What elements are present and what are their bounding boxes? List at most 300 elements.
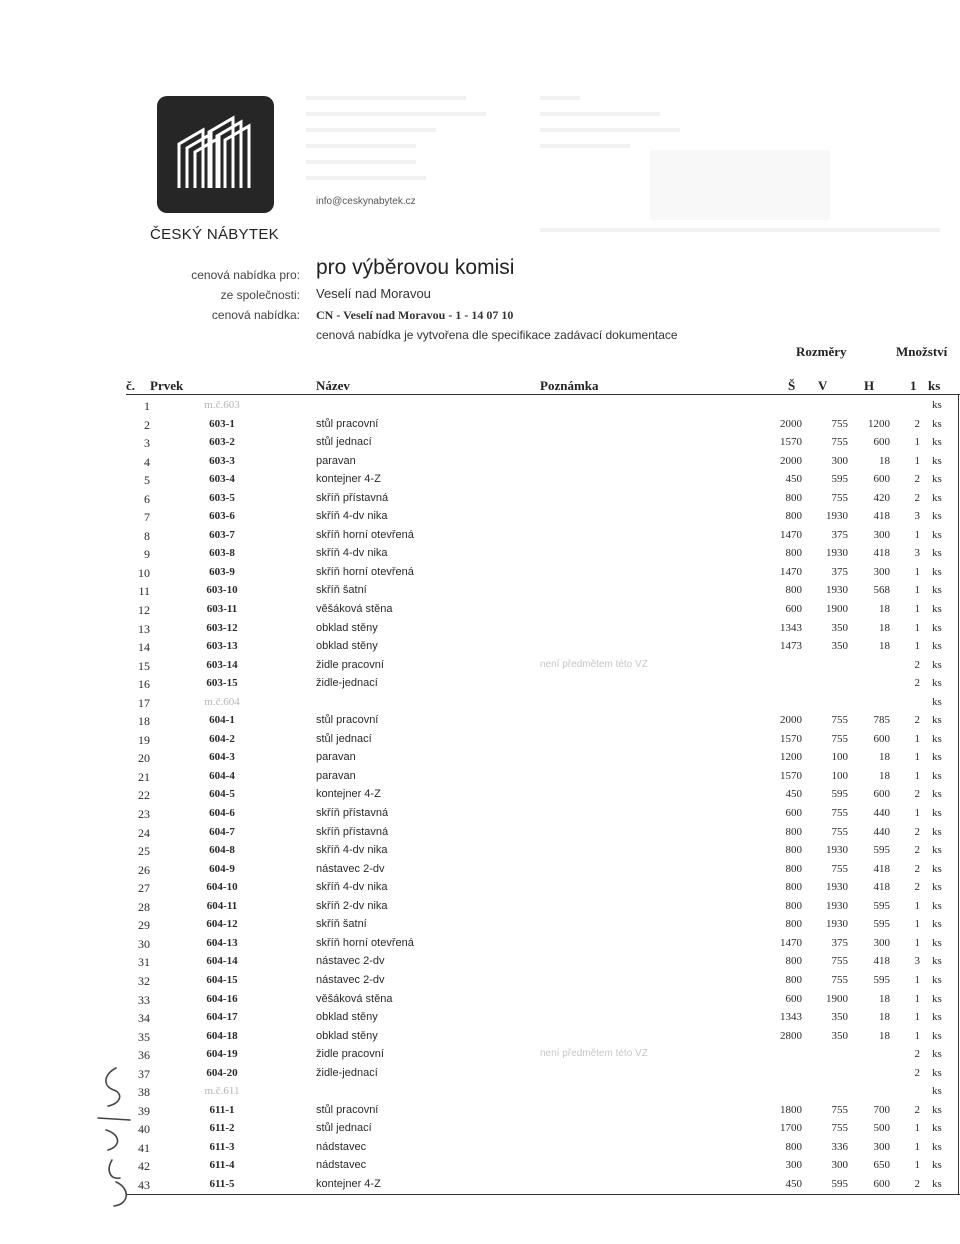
row-width: 800	[785, 547, 802, 560]
row-nazev: skříň 2-dv nika	[316, 899, 388, 912]
table-row	[0, 1045, 960, 1064]
table-row	[0, 711, 960, 730]
row-prvek: 603-2	[209, 436, 235, 449]
faded-header-line	[306, 96, 466, 100]
row-depth: 18	[879, 454, 890, 467]
row-quantity: 1	[914, 1159, 920, 1172]
row-width: 1343	[780, 1011, 802, 1024]
row-nazev: židle pracovní	[316, 1048, 384, 1061]
table-row	[0, 804, 960, 823]
row-width: 2000	[780, 417, 802, 430]
row-unit: ks	[932, 844, 942, 857]
offer-for-label: cenová nabídka pro:	[191, 268, 300, 282]
faded-header-line	[540, 112, 660, 116]
table-row	[0, 767, 960, 786]
row-depth: 18	[879, 1029, 890, 1042]
table-row	[0, 452, 960, 471]
row-prvek: 603-3	[209, 454, 235, 467]
row-prvek: 611-2	[209, 1122, 235, 1135]
row-width: 800	[785, 973, 802, 986]
row-unit: ks	[932, 1177, 942, 1190]
row-nazev: paravan	[316, 751, 356, 764]
row-prvek: 603-13	[206, 640, 238, 653]
row-number: 27	[138, 881, 150, 896]
col-header-poznamka: Poznámka	[540, 378, 599, 393]
row-height: 755	[831, 973, 848, 986]
row-nazev: skříň 4-dv nika	[316, 881, 388, 894]
row-prvek: 604-16	[206, 992, 238, 1005]
row-nazev: paravan	[316, 454, 356, 467]
row-prvek: 604-20	[206, 1066, 238, 1079]
row-number: 2	[144, 417, 150, 432]
row-unit: ks	[932, 807, 942, 820]
row-quantity: 1	[914, 751, 920, 764]
row-quantity: 1	[914, 603, 920, 616]
row-depth: 418	[873, 881, 890, 894]
row-width: 1470	[780, 565, 802, 578]
row-height: 300	[831, 454, 848, 467]
table-row	[0, 1175, 960, 1194]
row-quantity: 2	[914, 1048, 920, 1061]
row-number: 18	[138, 714, 150, 729]
row-depth: 418	[873, 510, 890, 523]
row-depth: 418	[873, 547, 890, 560]
row-number: 42	[138, 1159, 150, 1174]
row-nazev: skříň horní otevřená	[316, 565, 414, 578]
col-header-v: V	[818, 378, 828, 393]
row-nazev: nástavec 2-dv	[316, 955, 385, 968]
row-quantity: 2	[914, 825, 920, 838]
col-header-h: H	[864, 378, 875, 393]
row-quantity: 2	[914, 881, 920, 894]
row-nazev: skříň 4-dv nika	[316, 547, 388, 560]
row-prvek: 604-5	[209, 788, 235, 801]
offer-company: Veselí nad Moravou	[316, 286, 431, 301]
row-height: 1930	[826, 584, 848, 597]
row-width: 600	[785, 992, 802, 1005]
row-unit: ks	[932, 565, 942, 578]
row-prvek: 603-9	[209, 565, 235, 578]
row-number: 24	[138, 825, 150, 840]
row-quantity: 2	[914, 714, 920, 727]
row-nazev: věšáková stěna	[316, 603, 393, 616]
row-number: 20	[138, 751, 150, 766]
row-number: 15	[138, 658, 150, 673]
row-unit: ks	[932, 992, 942, 1005]
row-depth: 1200	[868, 417, 890, 430]
row-unit: ks	[932, 1048, 942, 1061]
row-depth: 18	[879, 992, 890, 1005]
row-height: 350	[831, 1029, 848, 1042]
row-unit: ks	[932, 1011, 942, 1024]
row-height: 100	[831, 751, 848, 764]
table-row	[0, 637, 960, 656]
row-width: 2000	[780, 714, 802, 727]
table-row	[0, 878, 960, 897]
row-prvek: m.č.604	[204, 695, 240, 708]
row-quantity: 1	[914, 732, 920, 745]
row-height: 755	[831, 491, 848, 504]
row-number: 38	[138, 1085, 150, 1100]
row-height: 595	[831, 473, 848, 486]
row-unit: ks	[932, 695, 942, 708]
row-depth: 600	[873, 732, 890, 745]
row-quantity: 1	[914, 621, 920, 634]
table-row	[0, 600, 960, 619]
table-row	[0, 507, 960, 526]
row-number: 4	[144, 454, 150, 469]
row-width: 800	[785, 862, 802, 875]
row-number: 37	[138, 1066, 150, 1081]
row-number: 22	[138, 788, 150, 803]
row-unit: ks	[932, 769, 942, 782]
row-height: 755	[831, 807, 848, 820]
row-number: 41	[138, 1140, 150, 1155]
row-unit: ks	[932, 528, 942, 541]
row-unit: ks	[932, 918, 942, 931]
row-quantity: 2	[914, 658, 920, 671]
row-depth: 18	[879, 603, 890, 616]
row-prvek: 604-15	[206, 973, 238, 986]
row-prvek: 603-10	[206, 584, 238, 597]
row-prvek: 604-4	[209, 769, 235, 782]
row-height: 1900	[826, 992, 848, 1005]
row-quantity: 1	[914, 1122, 920, 1135]
row-prvek: 604-1	[209, 714, 235, 727]
col-header-qty: 1	[910, 378, 917, 393]
table-row	[0, 563, 960, 582]
row-width: 1200	[780, 751, 802, 764]
row-unit: ks	[932, 862, 942, 875]
row-unit: ks	[932, 788, 942, 801]
row-nazev: skříň horní otevřená	[316, 936, 414, 949]
row-nazev: nádstavec	[316, 1140, 367, 1153]
row-quantity: 1	[914, 973, 920, 986]
row-quantity: 3	[914, 955, 920, 968]
row-number: 39	[138, 1103, 150, 1118]
row-quantity: 2	[914, 1177, 920, 1190]
row-number: 1	[144, 399, 150, 413]
row-unit: ks	[932, 677, 942, 690]
row-number: 26	[138, 862, 150, 877]
row-height: 1930	[826, 547, 848, 560]
row-height: 1930	[826, 510, 848, 523]
row-width: 800	[785, 918, 802, 931]
row-unit: ks	[932, 1140, 942, 1153]
row-quantity: 3	[914, 547, 920, 560]
table-row	[0, 489, 960, 508]
faded-header-line	[306, 128, 436, 132]
row-depth: 500	[873, 1122, 890, 1135]
row-nazev: skříň přístavná	[316, 807, 389, 820]
row-unit: ks	[932, 751, 942, 764]
row-unit: ks	[932, 1029, 942, 1042]
row-unit: ks	[932, 714, 942, 727]
offer-recipient: pro výběrovou komisi	[316, 256, 515, 279]
row-unit: ks	[932, 584, 942, 597]
table-row	[0, 1008, 960, 1027]
table-row	[0, 619, 960, 638]
row-height: 375	[831, 565, 848, 578]
row-prvek: 603-4	[209, 473, 235, 486]
row-depth: 600	[873, 788, 890, 801]
row-unit: ks	[932, 1122, 942, 1135]
table-row	[0, 897, 960, 916]
row-unit: ks	[932, 732, 942, 745]
logo-name: ČESKÝ NÁBYTEK	[150, 226, 279, 243]
row-number: 13	[138, 621, 150, 636]
row-prvek: 604-9	[209, 862, 235, 875]
row-prvek: 604-14	[206, 955, 238, 968]
row-height: 755	[831, 417, 848, 430]
row-unit: ks	[932, 955, 942, 968]
row-width: 800	[785, 1140, 802, 1153]
row-prvek: 604-13	[206, 936, 238, 949]
row-quantity: 1	[914, 1029, 920, 1042]
row-nazev: obklad stěny	[316, 640, 378, 653]
item-table-body	[0, 396, 960, 1194]
row-prvek: 604-12	[206, 918, 238, 931]
row-unit: ks	[932, 1085, 942, 1098]
row-unit: ks	[932, 510, 942, 523]
row-width: 800	[785, 825, 802, 838]
row-number: 31	[138, 955, 150, 970]
row-quantity: 2	[914, 1103, 920, 1116]
row-prvek: 611-4	[209, 1159, 235, 1172]
row-width: 800	[785, 491, 802, 504]
row-depth: 595	[873, 899, 890, 912]
row-nazev: stůl pracovní	[316, 417, 379, 430]
row-prvek: 603-7	[209, 528, 235, 541]
row-unit: ks	[932, 1103, 942, 1116]
row-quantity: 2	[914, 788, 920, 801]
row-quantity: 3	[914, 510, 920, 523]
row-prvek: 603-14	[206, 658, 238, 671]
row-depth: 420	[873, 491, 890, 504]
row-nazev: kontejner 4-Z	[316, 788, 381, 801]
row-height: 1900	[826, 603, 848, 616]
table-row	[0, 656, 960, 675]
row-number: 6	[144, 491, 150, 506]
row-number: 16	[138, 677, 150, 692]
row-unit: ks	[932, 881, 942, 894]
row-height: 1930	[826, 918, 848, 931]
row-nazev: skříň šatní	[316, 918, 367, 931]
company-logo	[157, 96, 274, 213]
faded-header-line	[306, 144, 416, 148]
row-nazev: skříň šatní	[316, 584, 367, 597]
table-row	[0, 470, 960, 489]
dimensions-group-header: Rozměry	[796, 344, 847, 359]
row-depth: 440	[873, 807, 890, 820]
row-quantity: 1	[914, 528, 920, 541]
row-height: 375	[831, 936, 848, 949]
row-width: 2800	[780, 1029, 802, 1042]
row-quantity: 1	[914, 918, 920, 931]
row-height: 350	[831, 640, 848, 653]
row-quantity: 1	[914, 807, 920, 820]
row-unit: ks	[932, 1066, 942, 1079]
faded-header-line	[540, 96, 580, 100]
col-header-nazev: Název	[316, 378, 350, 393]
row-number: 14	[138, 640, 150, 655]
row-depth: 785	[873, 714, 890, 727]
row-width: 1470	[780, 528, 802, 541]
row-prvek: 603-5	[209, 491, 235, 504]
row-nazev: kontejner 4-Z	[316, 1177, 381, 1190]
row-unit: ks	[932, 603, 942, 616]
faded-header-line	[540, 228, 940, 232]
table-row	[0, 823, 960, 842]
row-width: 450	[785, 1177, 802, 1190]
row-nazev: stůl jednací	[316, 436, 372, 449]
row-prvek: 604-18	[206, 1029, 238, 1042]
table-row	[0, 730, 960, 749]
col-header-unit: ks	[928, 378, 941, 393]
table-row	[0, 1138, 960, 1157]
table-row	[0, 952, 960, 971]
row-width: 1470	[780, 936, 802, 949]
offer-number: CN - Veselí nad Moravou - 1 - 14 07 10	[316, 308, 514, 322]
row-prvek: 603-1	[209, 417, 235, 430]
row-number: 21	[138, 769, 150, 784]
row-depth: 650	[873, 1159, 890, 1172]
row-nazev: obklad stěny	[316, 621, 378, 634]
row-height: 300	[831, 1159, 848, 1172]
row-unit: ks	[932, 454, 942, 467]
row-depth: 418	[873, 862, 890, 875]
row-quantity: 1	[914, 1140, 920, 1153]
row-quantity: 2	[914, 491, 920, 504]
table-row	[0, 581, 960, 600]
col-header-s: Š	[788, 378, 796, 393]
row-prvek: 604-11	[206, 899, 238, 912]
row-prvek: 604-19	[206, 1048, 238, 1061]
quantity-group-header: Množství	[896, 344, 948, 359]
row-nazev: židle-jednací	[316, 677, 378, 690]
row-depth: 18	[879, 1011, 890, 1024]
row-prvek: m.č.611	[204, 1085, 240, 1098]
row-quantity: 1	[914, 565, 920, 578]
row-width: 1800	[780, 1103, 802, 1116]
table-row	[0, 860, 960, 879]
row-height: 1930	[826, 881, 848, 894]
row-width: 2000	[780, 454, 802, 467]
row-depth: 595	[873, 918, 890, 931]
row-width: 800	[785, 899, 802, 912]
row-number: 28	[138, 899, 150, 914]
row-poznamka: není předmětem této VZ	[540, 1048, 648, 1060]
row-height: 755	[831, 862, 848, 875]
row-height: 1930	[826, 844, 848, 857]
table-row	[0, 748, 960, 767]
faded-header-line	[306, 160, 416, 164]
row-nazev: židle-jednací	[316, 1066, 378, 1079]
row-number: 32	[138, 973, 150, 988]
row-number: 29	[138, 918, 150, 933]
row-unit: ks	[932, 973, 942, 986]
row-nazev: paravan	[316, 769, 356, 782]
row-depth: 300	[873, 936, 890, 949]
row-nazev: stůl pracovní	[316, 1103, 379, 1116]
row-height: 100	[831, 769, 848, 782]
row-width: 1570	[780, 769, 802, 782]
row-nazev: stůl jednací	[316, 1122, 372, 1135]
row-quantity: 2	[914, 1066, 920, 1079]
col-header-no: č.	[126, 378, 136, 393]
row-number: 11	[138, 584, 150, 599]
row-prvek: 604-3	[209, 751, 235, 764]
row-unit: ks	[932, 899, 942, 912]
row-number: 8	[144, 528, 150, 543]
row-unit: ks	[932, 491, 942, 504]
row-prvek: 603-15	[206, 677, 238, 690]
row-depth: 300	[873, 528, 890, 541]
row-width: 800	[785, 584, 802, 597]
row-height: 755	[831, 436, 848, 449]
offer-note: cenová nabídka je vytvořena dle specifikace zadávací dokumentace	[316, 328, 678, 342]
row-nazev: obklad stěny	[316, 1011, 378, 1024]
row-prvek: 611-5	[209, 1177, 235, 1190]
row-depth: 18	[879, 621, 890, 634]
row-prvek: 604-17	[206, 1011, 238, 1024]
row-height: 755	[831, 714, 848, 727]
row-number: 35	[138, 1029, 150, 1044]
row-quantity: 1	[914, 992, 920, 1005]
row-unit: ks	[932, 936, 942, 949]
row-nazev: židle pracovní	[316, 658, 384, 671]
row-prvek: 603-11	[206, 603, 238, 616]
row-prvek: 603-8	[209, 547, 235, 560]
row-depth: 600	[873, 473, 890, 486]
offer-number-label: cenová nabídka:	[211, 308, 300, 322]
row-number: 36	[138, 1048, 150, 1063]
row-quantity: 2	[914, 844, 920, 857]
row-height: 755	[831, 1122, 848, 1135]
row-height: 755	[831, 732, 848, 745]
row-width: 800	[785, 955, 802, 968]
row-prvek: 604-7	[209, 825, 235, 838]
handwritten-mark-icon	[86, 1060, 138, 1210]
row-depth: 300	[873, 1140, 890, 1153]
row-nazev: skříň 4-dv nika	[316, 844, 388, 857]
faded-header-line	[540, 128, 680, 132]
company-email[interactable]: info@ceskynabytek.cz	[316, 196, 416, 207]
row-unit: ks	[932, 399, 942, 411]
row-unit: ks	[932, 621, 942, 634]
row-depth: 595	[873, 973, 890, 986]
row-nazev: stůl pracovní	[316, 714, 379, 727]
row-nazev: skříň přístavná	[316, 825, 389, 838]
table-bottom-rule	[126, 1194, 960, 1195]
row-depth: 440	[873, 825, 890, 838]
table-row	[0, 415, 960, 434]
row-nazev: nástavec 2-dv	[316, 862, 385, 875]
row-depth: 300	[873, 565, 890, 578]
row-unit: ks	[932, 436, 942, 449]
table-row	[0, 674, 960, 693]
faded-header-line	[306, 112, 486, 116]
row-nazev: nádstavec	[316, 1159, 367, 1172]
table-row	[0, 1156, 960, 1175]
row-unit: ks	[932, 1159, 942, 1172]
row-depth: 600	[873, 1177, 890, 1190]
row-prvek: 604-10	[206, 881, 238, 894]
row-depth: 18	[879, 751, 890, 764]
row-quantity: 1	[914, 899, 920, 912]
table-row	[0, 990, 960, 1009]
row-width: 1570	[780, 436, 802, 449]
